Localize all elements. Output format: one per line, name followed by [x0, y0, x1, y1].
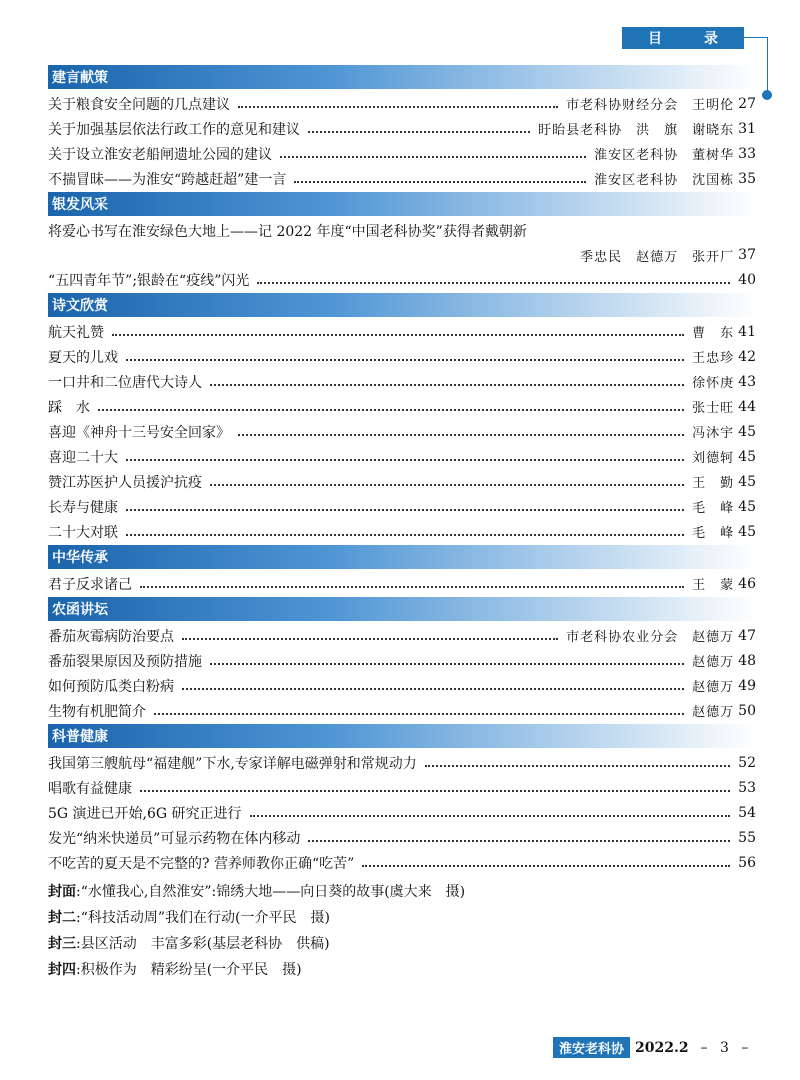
entry-page: 50: [738, 702, 756, 719]
page-footer: [553, 1037, 752, 1058]
leader-dots: [154, 712, 684, 715]
entry-author: 王忠珍: [692, 351, 735, 366]
entry-title: 二十大对联: [48, 524, 118, 541]
cover-credits: [48, 878, 465, 982]
entry-title: 唱歌有益健康: [48, 780, 132, 797]
toc-entry[interactable]: [48, 394, 756, 419]
entry-title: 将爱心书写在淮安绿色大地上——记 2022 年度“中国老科协奖”获得者戴朝新: [48, 223, 527, 240]
entry-title: 生物有机肥简介: [48, 703, 146, 720]
leader-dots: [308, 130, 530, 133]
toc-entry[interactable]: [48, 369, 756, 394]
entry-title: 发光“纳米快递员”可显示药物在体内移动: [48, 830, 301, 847]
table-of-contents: [48, 64, 756, 875]
toc-entry[interactable]: [48, 218, 756, 243]
entry-page: 52: [738, 754, 756, 771]
decorative-line: [744, 37, 768, 38]
leader-dots: [182, 637, 558, 640]
section-header: 农函讲坛: [48, 597, 756, 621]
entry-page: 27: [738, 95, 756, 112]
entry-author: 市老科协农业分会 赵德万: [566, 630, 735, 645]
toc-entry[interactable]: [48, 344, 756, 369]
toc-entry[interactable]: [48, 698, 756, 723]
leader-dots: [280, 155, 586, 158]
entry-title: 5G 演进已开始,6G 研究正进行: [48, 805, 242, 822]
cover-label: 封面: [48, 884, 76, 900]
entry-author: 刘德轲: [692, 451, 735, 466]
toc-entry[interactable]: [48, 141, 756, 166]
cover-text: :“科技活动周”我们在行动(一介平民 摄): [76, 910, 330, 926]
entry-author: 季忠民 赵德万 张开厂: [580, 249, 735, 265]
toc-entry[interactable]: [48, 319, 756, 344]
entry-title: 如何预防瓜类白粉病: [48, 678, 174, 695]
leader-dots: [126, 533, 684, 536]
entry-page: 33: [738, 145, 756, 162]
entry-author: 盱眙县老科协 洪 旗 谢晓东: [538, 123, 735, 138]
toc-entry[interactable]: [48, 800, 756, 825]
entry-title: 踩 水: [48, 399, 90, 416]
entry-title: 不吃苦的夏天是不完整的? 营养师教你正确“吃苦”: [48, 855, 355, 872]
toc-entry[interactable]: [48, 116, 756, 141]
leader-dots: [98, 408, 684, 411]
entry-author: 赵德万: [692, 680, 735, 695]
entry-page: 53: [738, 779, 756, 796]
entry-page: 45: [738, 523, 756, 540]
leader-dots: [210, 483, 684, 486]
entry-author-line: [48, 243, 756, 267]
entry-author: 冯沐宇: [692, 426, 735, 441]
footer-issue: 2022.2: [635, 1039, 689, 1056]
footer-brand: 淮安老科协: [553, 1037, 630, 1058]
entry-page: 46: [738, 575, 756, 592]
leader-dots: [362, 864, 730, 867]
entry-author: 王 蒙: [692, 578, 735, 593]
entry-title: 关于粮食安全问题的几点建议: [48, 96, 230, 113]
entry-title: 赞江苏医护人员援沪抗疫: [48, 474, 202, 491]
leader-dots: [294, 180, 586, 183]
entry-page: 42: [738, 348, 756, 365]
entry-page: 37: [738, 247, 756, 263]
toc-entry[interactable]: [48, 673, 756, 698]
entry-author: 徐怀庚: [692, 376, 735, 391]
entry-page: 35: [738, 170, 756, 187]
entry-title: 不揣冒昧——为淮安“跨越赶超”建一言: [48, 171, 287, 188]
entry-title: 夏天的儿戏: [48, 349, 118, 366]
leader-dots: [210, 383, 684, 386]
toc-entry[interactable]: [48, 91, 756, 116]
toc-entry[interactable]: [48, 166, 756, 191]
entry-author: 毛 峰: [692, 526, 735, 541]
entry-page: 47: [738, 627, 756, 644]
toc-entry[interactable]: [48, 571, 756, 596]
leader-dots: [238, 433, 684, 436]
section-header: 科普健康: [48, 724, 756, 748]
section-header: 中华传承: [48, 545, 756, 569]
leader-dots: [126, 508, 684, 511]
cover-label: 封二: [48, 910, 76, 926]
cover-text: :积极作为 精彩纷呈(一介平民 摄): [76, 962, 302, 978]
entry-author: 王 勤: [692, 476, 735, 491]
toc-entry[interactable]: [48, 267, 756, 292]
entry-author: 赵德万: [692, 705, 735, 720]
entry-page: 45: [738, 448, 756, 465]
entry-page: 41: [738, 323, 756, 340]
toc-header-tab: 目 录: [622, 27, 744, 49]
entry-page: 31: [738, 120, 756, 137]
entry-page: 55: [738, 829, 756, 846]
toc-entry[interactable]: [48, 623, 756, 648]
entry-title: 我国第三艘航母“福建舰”下水,专家详解电磁弹射和常规动力: [48, 755, 417, 772]
cover-label: 封四: [48, 962, 76, 978]
entry-page: 48: [738, 652, 756, 669]
entry-page: 45: [738, 423, 756, 440]
cover-credit: [48, 904, 465, 930]
toc-entry[interactable]: [48, 419, 756, 444]
entry-page: 54: [738, 804, 756, 821]
toc-entry[interactable]: [48, 850, 756, 875]
entry-page: 45: [738, 473, 756, 490]
entry-page: 56: [738, 854, 756, 871]
toc-entry[interactable]: [48, 775, 756, 800]
section-header: 建言献策: [48, 65, 756, 89]
cover-credit: [48, 930, 465, 956]
entry-title: 番茄裂果原因及预防措施: [48, 653, 202, 670]
cover-text: :“水懂我心,自然淮安”:锦绣大地——向日葵的故事(虞大来 摄): [76, 884, 466, 900]
leader-dots: [250, 814, 731, 817]
entry-page: 49: [738, 677, 756, 694]
entry-author: 淮安区老科协 沈国栋: [594, 173, 735, 188]
cover-credit: [48, 956, 465, 982]
decorative-line: [767, 37, 768, 92]
section-header: 银发风采: [48, 192, 756, 216]
toc-entry[interactable]: [48, 825, 756, 850]
toc-entry[interactable]: [48, 494, 756, 519]
cover-text: :县区活动 丰富多彩(基层老科协 供稿): [76, 936, 330, 952]
entry-title: “五四青年节”;银龄在“疫线”闪光: [48, 272, 250, 289]
entry-title: 关于加强基层依法行政工作的意见和建议: [48, 121, 300, 138]
entry-page: 43: [738, 373, 756, 390]
leader-dots: [140, 585, 684, 588]
cover-credit: [48, 878, 465, 904]
entry-title: 番茄灰霉病防治要点: [48, 628, 174, 645]
toc-entry[interactable]: [48, 750, 756, 775]
toc-entry[interactable]: [48, 469, 756, 494]
entry-author: 市老科协财经分会 王明伦: [566, 98, 735, 113]
entry-author: 赵德万: [692, 655, 735, 670]
leader-dots: [425, 764, 730, 767]
footer-page-number: – 3 –: [700, 1039, 753, 1056]
leader-dots: [126, 458, 684, 461]
entry-page: 45: [738, 498, 756, 515]
leader-dots: [238, 105, 558, 108]
entry-author: 淮安区老科协 董树华: [594, 148, 735, 163]
entry-title: 一口井和二位唐代大诗人: [48, 374, 202, 391]
leader-dots: [182, 687, 684, 690]
entry-title: 关于设立淮安老船闸遗址公园的建议: [48, 146, 272, 163]
toc-entry[interactable]: [48, 444, 756, 469]
toc-entry[interactable]: [48, 519, 756, 544]
entry-author: 曹 东: [692, 326, 735, 341]
entry-title: 长寿与健康: [48, 499, 118, 516]
entry-title: 航天礼赞: [48, 324, 104, 341]
entry-page: 44: [738, 398, 756, 415]
entry-title: 喜迎二十大: [48, 449, 118, 466]
toc-entry[interactable]: [48, 648, 756, 673]
leader-dots: [126, 358, 684, 361]
leader-dots: [112, 333, 684, 336]
leader-dots: [210, 662, 684, 665]
section-header: 诗文欣赏: [48, 293, 756, 317]
entry-author: 毛 峰: [692, 501, 735, 516]
entry-author: 张士旺: [692, 401, 735, 416]
entry-title: 喜迎《神舟十三号安全回家》: [48, 424, 230, 441]
entry-title: 君子反求诸己: [48, 576, 132, 593]
leader-dots: [257, 281, 730, 284]
cover-label: 封三: [48, 936, 76, 952]
decorative-dot: [762, 90, 772, 100]
entry-page: 40: [738, 271, 756, 288]
leader-dots: [140, 789, 730, 792]
leader-dots: [308, 839, 730, 842]
